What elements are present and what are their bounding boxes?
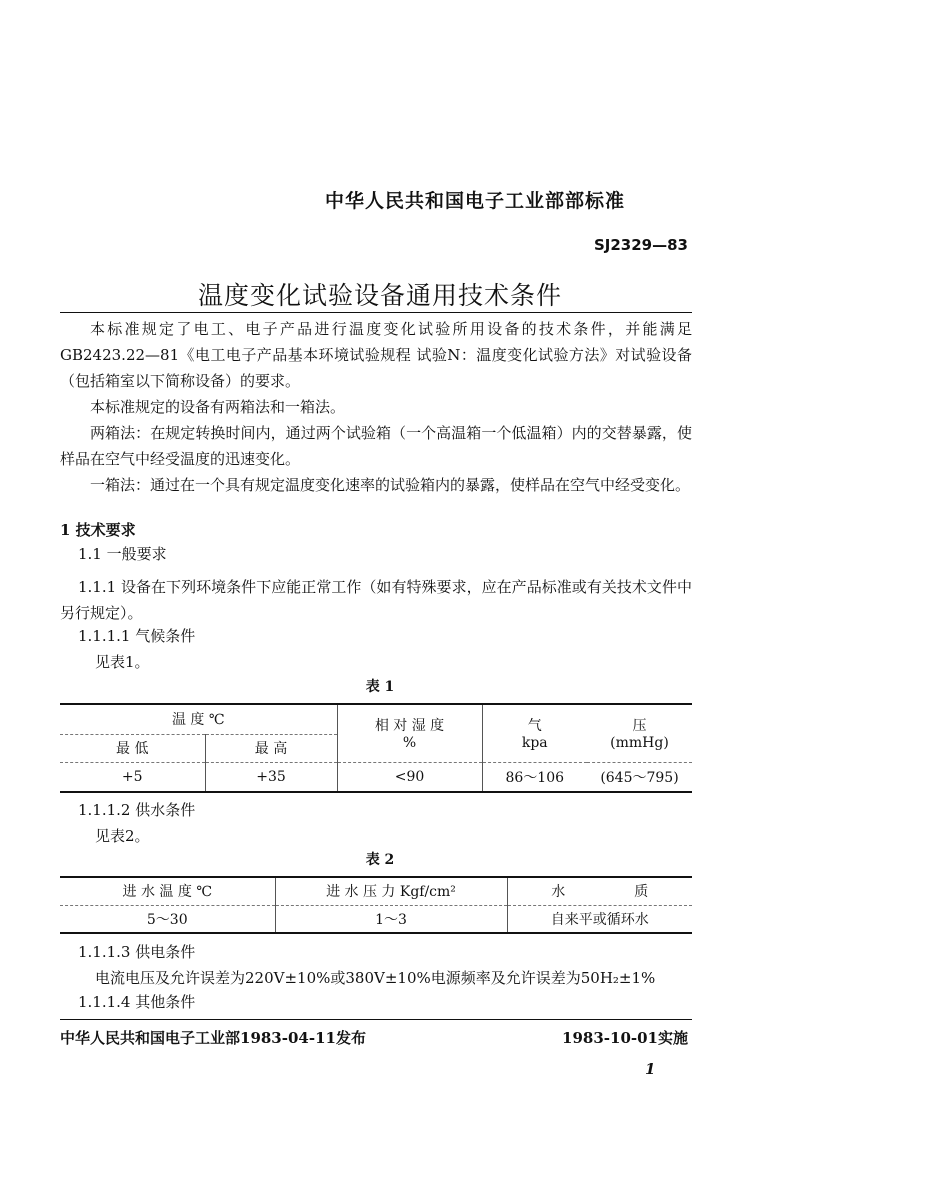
effective-date: 1983-10-01实施 (562, 1029, 688, 1047)
inlet-water-pressure-value: 1～3 (275, 905, 507, 933)
table-2-caption: 表 2 (365, 852, 395, 868)
see-table-1: 见表1。 (95, 653, 150, 671)
water-quality-label-right: 质 (634, 884, 649, 901)
table-row (60, 762, 692, 792)
title-divider (60, 312, 692, 313)
inlet-water-pressure-header: 进 水 压 力 Kgf/cm² (275, 877, 507, 905)
temperature-header: 温 度 ℃ (60, 704, 337, 734)
pressure-label-left: 气 (527, 718, 542, 735)
water-quality-label-left: 水 (551, 884, 566, 901)
temperature-max-header: 最 高 (205, 734, 337, 762)
issued-date: 中华人民共和国电子工业部1983-04-11发布 (60, 1029, 366, 1047)
pressure-mmhg-header-cell (587, 704, 692, 762)
issuing-organization: 中华人民共和国电子工业部部标准 (324, 190, 625, 212)
water-quality-header-cell (507, 877, 692, 905)
pressure-label-right: 压 (632, 718, 647, 735)
pressure-unit-mmhg: (mmHg) (610, 735, 669, 752)
pressure-kpa-value: 86～106 (482, 762, 587, 792)
temperature-max-value: +35 (205, 762, 337, 792)
section-1-1-1-1-heading: 1.1.1.1 气候条件 (78, 627, 196, 645)
section-1-1-heading: 1.1 一般要求 (78, 545, 167, 563)
intro-section (60, 316, 692, 498)
see-table-2: 见表2。 (95, 827, 150, 845)
section-1-1-1 (60, 574, 692, 626)
power-supply-text: 电流电压及允许误差为220V±10%或380V±10%电源频率及允许误差为50H₂±1% (95, 969, 656, 987)
section-1-1-1-4-heading: 1.1.1.4 其他条件 (78, 993, 196, 1011)
page-number: 1 (645, 1060, 656, 1078)
pressure-kpa-header-cell (482, 704, 587, 762)
intro-paragraph-1: 本标准规定了电工、电子产品进行温度变化试验所用设备的技术条件，并能满足GB2423.22—81《电工电子产品基本环境试验规程 试验N：温度变化试验方法》对试验设备（包括箱室以下简称设备）的要求。 (60, 320, 692, 390)
section-1-heading: 1 技术要求 (60, 521, 136, 539)
intro-paragraph-2: 本标准规定的设备有两箱法和一箱法。 (90, 398, 346, 416)
temperature-min-value: +5 (60, 762, 205, 792)
document-title: 温度变化试验设备通用技术条件 (197, 281, 562, 310)
pressure-unit-kpa: kpa (521, 735, 548, 752)
humidity-value: <90 (337, 762, 482, 792)
section-1-1-1-3-heading: 1.1.1.3 供电条件 (78, 943, 196, 961)
humidity-header: 相 对 湿 度 (374, 718, 445, 735)
temperature-min-header: 最 低 (116, 741, 149, 757)
inlet-water-temp-value: 5～30 (60, 905, 275, 933)
humidity-unit: % (402, 735, 417, 752)
water-quality-value: 自来平或循环水 (507, 905, 692, 933)
climate-conditions-table (60, 703, 692, 793)
standard-code: SJ2329—83 (593, 236, 688, 254)
footer-divider (60, 1019, 692, 1020)
inlet-water-temp-header: 进 水 温 度 ℃ (122, 884, 212, 901)
water-supply-table (60, 876, 692, 934)
section-1-1-1-text: 1.1.1 设备在下列环境条件下应能正常工作（如有特殊要求，应在产品标准或有关技术文件中另行规定）。 (60, 578, 692, 622)
section-1-1-1-2-heading: 1.1.1.2 供水条件 (78, 801, 196, 819)
humidity-header-cell (337, 704, 482, 762)
table-row (60, 905, 692, 933)
intro-paragraph-3: 两箱法：在规定转换时间内，通过两个试验箱（一个高温箱一个低温箱）内的交替暴露，使样品在空气中经受温度的迅速变化。 (60, 424, 692, 468)
table-1-caption: 表 1 (365, 679, 395, 695)
pressure-mmhg-value: (645～795) (587, 762, 692, 792)
intro-paragraph-4: 一箱法：通过在一个具有规定温度变化速率的试验箱内的暴露，使样品在空气中经受变化。 (90, 476, 691, 494)
